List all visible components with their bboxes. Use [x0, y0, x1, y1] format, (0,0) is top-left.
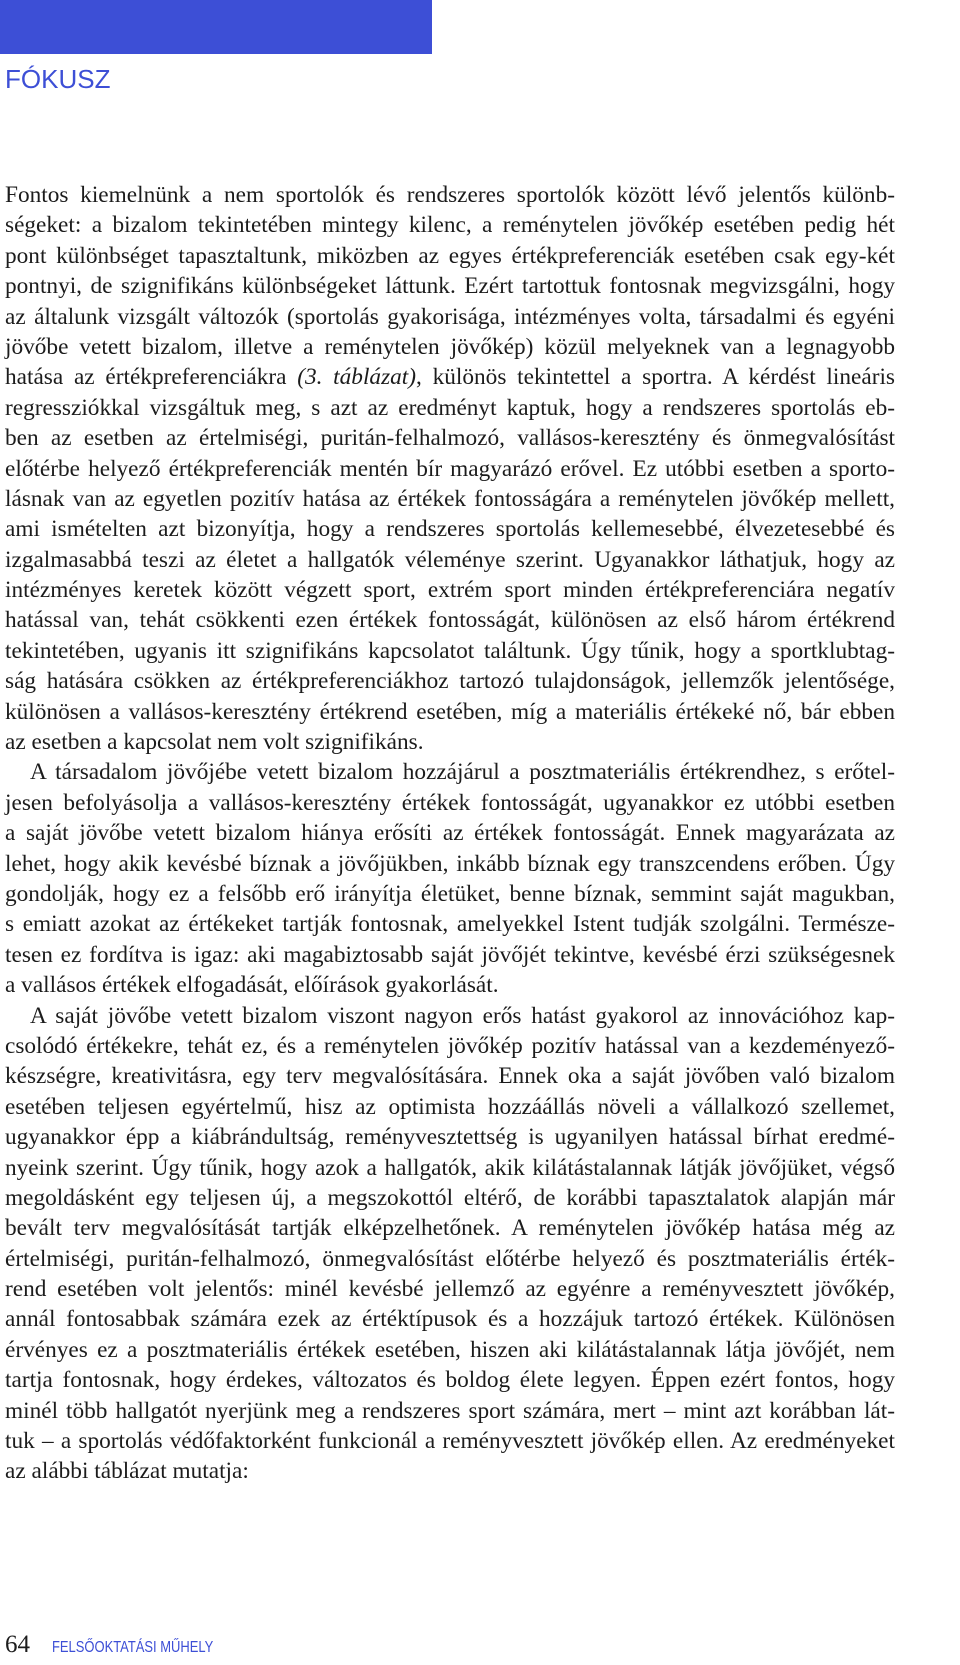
text-line: tekintetében, ugyanis itt szignifikáns kapcsolatot találtunk. Úgy tűnik, hogy a sportklubtag-	[5, 637, 895, 664]
text-line: intézményes keretek között végzett sport, extrém sport minden értékpreferenciára negatív	[5, 577, 895, 604]
text-line: minél több hallgatót nyerjünk meg a rendszeres sport számára, mert – mint azt korábban lát-	[5, 1397, 895, 1424]
text-line: ság hatására csökken az értékpreferenciákhoz tartozó tulajdonságok, jellemzők jelentősége,	[5, 668, 895, 695]
text-line: az alábbi táblázat mutatja:	[5, 1458, 249, 1485]
page-number: 64	[5, 1631, 30, 1658]
section-color-bar	[0, 0, 432, 54]
text-line	[5, 362, 895, 392]
text-line: esetében teljesen egyértelmű, hisz az optimista hozzáállás növeli a vállalkozó szellemet,	[5, 1093, 895, 1120]
text-line: bevált terv megvalósítását tartják elképzelhetőnek. A reménytelen jövőkép hatása még az	[5, 1215, 895, 1242]
text-line: annál fontosabbak számára ezek az értéktípusok és a hozzájuk tartozó értékek. Különösen	[5, 1306, 895, 1333]
text-line: regressziókkal vizsgáltuk meg, s azt az eredményt kaptuk, hogy a rendszeres sportolás eb-	[5, 394, 895, 421]
text-line: Fontos kiemelnünk a nem sportolók és rendszeres sportolók között lévő jelentős különb-	[5, 182, 895, 208]
text-line: előtérbe helyező értékpreferenciák mentén bír magyarázó erővel. Ez utóbbi esetben a sporto-	[5, 455, 895, 482]
text-run: hatása az értékpreferenciákra	[5, 364, 298, 391]
section-label: FÓKUSZ	[5, 64, 111, 94]
body-paragraph	[5, 757, 895, 1000]
page-footer	[5, 1630, 251, 1660]
text-line: érvényes ez a posztmateriális értékek esetében, hiszen aki kilátástalannak látja jövőjét, nem	[5, 1336, 895, 1363]
text-line: az általunk vizsgált változók (sportolás gyakorisága, intézményes volta, társadalmi és egyéni	[5, 303, 895, 330]
text-line: jesen befolyásolja a vallásos-keresztény értékek fontosságát, ugyanakkor ez utóbbi esetben	[5, 789, 895, 816]
text-line: különösen a vallásos-keresztény értékrend esetében, míg a materiális értékeké nő, bár ebben	[5, 698, 895, 725]
text-line: jövőbe vetett bizalom, illetve a reménytelen jövőkép) közül melyeknek van a legnagyobb	[5, 333, 895, 360]
text-line: értelmiségi, puritán-felhalmozó, önmegvalósítást előtérbe helyező és posztmateriális érték-	[5, 1245, 895, 1272]
text-line: pont különbséget tapasztaltunk, miközben az egyes értékpreferenciák esetében csak egy-két	[5, 242, 895, 269]
body-paragraph	[5, 1001, 895, 1487]
text-line: lehet, hogy akik kevésbé bíznak a jövőjükben, inkább bíznak egy transzcendens erőben. Úgy	[5, 850, 895, 877]
text-line: rend esetében volt jelentős: minél kevésbé jellemző az egyénre a reményvesztett jövőkép,	[5, 1276, 895, 1303]
text-line: ben az esetben az értelmiségi, puritán-felhalmozó, vallásos-keresztény és önmegvalósítást	[5, 425, 895, 452]
text-line: A saját jövőbe vetett bizalom viszont nagyon erős hatást gyakorol az innovációhoz kap-	[30, 1002, 895, 1029]
text-line: A társadalom jövőjébe vetett bizalom hozzájárul a posztmateriális értékrendhez, s erőtel-	[30, 759, 895, 786]
text-line: hatással van, tehát csökkenti ezen értékek fontosságát, különösen az első három értékrend	[5, 607, 895, 634]
text-line: ugyanakkor épp a kiábrándultság, reményvesztettség is ugyanilyen hatással bírhat eredmé-	[5, 1124, 895, 1151]
text-line: készségre, kreativitásra, egy terv megvalósítására. Ennek oka a saját jövőben való bizalom	[5, 1063, 895, 1090]
table-reference: (3. táblázat)	[297, 364, 417, 391]
text-line: tesen ez fordítva is igaz: aki magabiztosabb saját jövőjét tekintve, kevésbé érzi szükségesnek	[5, 941, 895, 968]
text-line: izgalmasabbá teszi az életet a hallgatók véleménye szerint. Ugyanakkor láthatjuk, hogy az	[5, 546, 895, 573]
text-line: tuk – a sportolás védőfaktorként funkcionál a reményvesztett jövőkép ellen. Az eredményeket	[5, 1428, 895, 1455]
article-body	[5, 180, 895, 1487]
text-line: s emiatt azokat az értékeket tartják fontosnak, amelyekkel Istent tudják szolgálni. Természe-	[5, 911, 895, 938]
text-line: ami ismételten azt bizonyítja, hogy a rendszeres sportolás kellemesebbé, élvezetesebbé és	[5, 516, 895, 543]
text-line: csolódó értékekre, tehát ez, és a reménytelen jövőkép pozitív hatással van a kezdeményező-	[5, 1032, 895, 1059]
text-line: gondolják, hogy ez a felsőbb erő irányítja életüket, benne bíznak, semmint saját magukban,	[5, 880, 895, 907]
text-line: nyeink szerint. Úgy tűnik, hogy azok a hallgatók, akik kilátástalannak látják jövőjüket, végső	[5, 1154, 895, 1181]
text-line: lásnak van az egyetlen pozitív hatása az értékek fontosságára a reménytelen jövőkép mellett,	[5, 485, 895, 512]
text-line: az esetben a kapcsolat nem volt szignifikáns.	[5, 729, 424, 756]
journal-name: FELSŐOKTATÁSI MŰHELY	[52, 1639, 214, 1656]
text-line: a vallásos értékek elfogadását, előírások gyakorlását.	[5, 972, 499, 999]
text-line: tartja fontosnak, hogy érdekes, változatos és boldog élete legyen. Éppen ezért fontos, hogy	[5, 1367, 895, 1394]
text-line: a saját jövőbe vetett bizalom hiánya erősíti az értékek fontosságát. Ennek magyarázata az	[5, 820, 895, 847]
text-line: ségeket: a bizalom tekintetében mintegy kilenc, a reménytelen jövőkép esetében pedig hét	[5, 212, 895, 239]
body-paragraph	[5, 180, 895, 757]
text-run: , különös tekintettel a sportra. A kérdést lineáris	[416, 364, 895, 391]
text-line: megoldásként egy teljesen új, a megszokottól eltérő, de korábbi tapasztalatok alapján már	[5, 1184, 895, 1211]
text-line: pontnyi, de szignifikáns különbségeket láttunk. Ezért tartottuk fontosnak megvizsgálni, hogy	[5, 273, 895, 300]
